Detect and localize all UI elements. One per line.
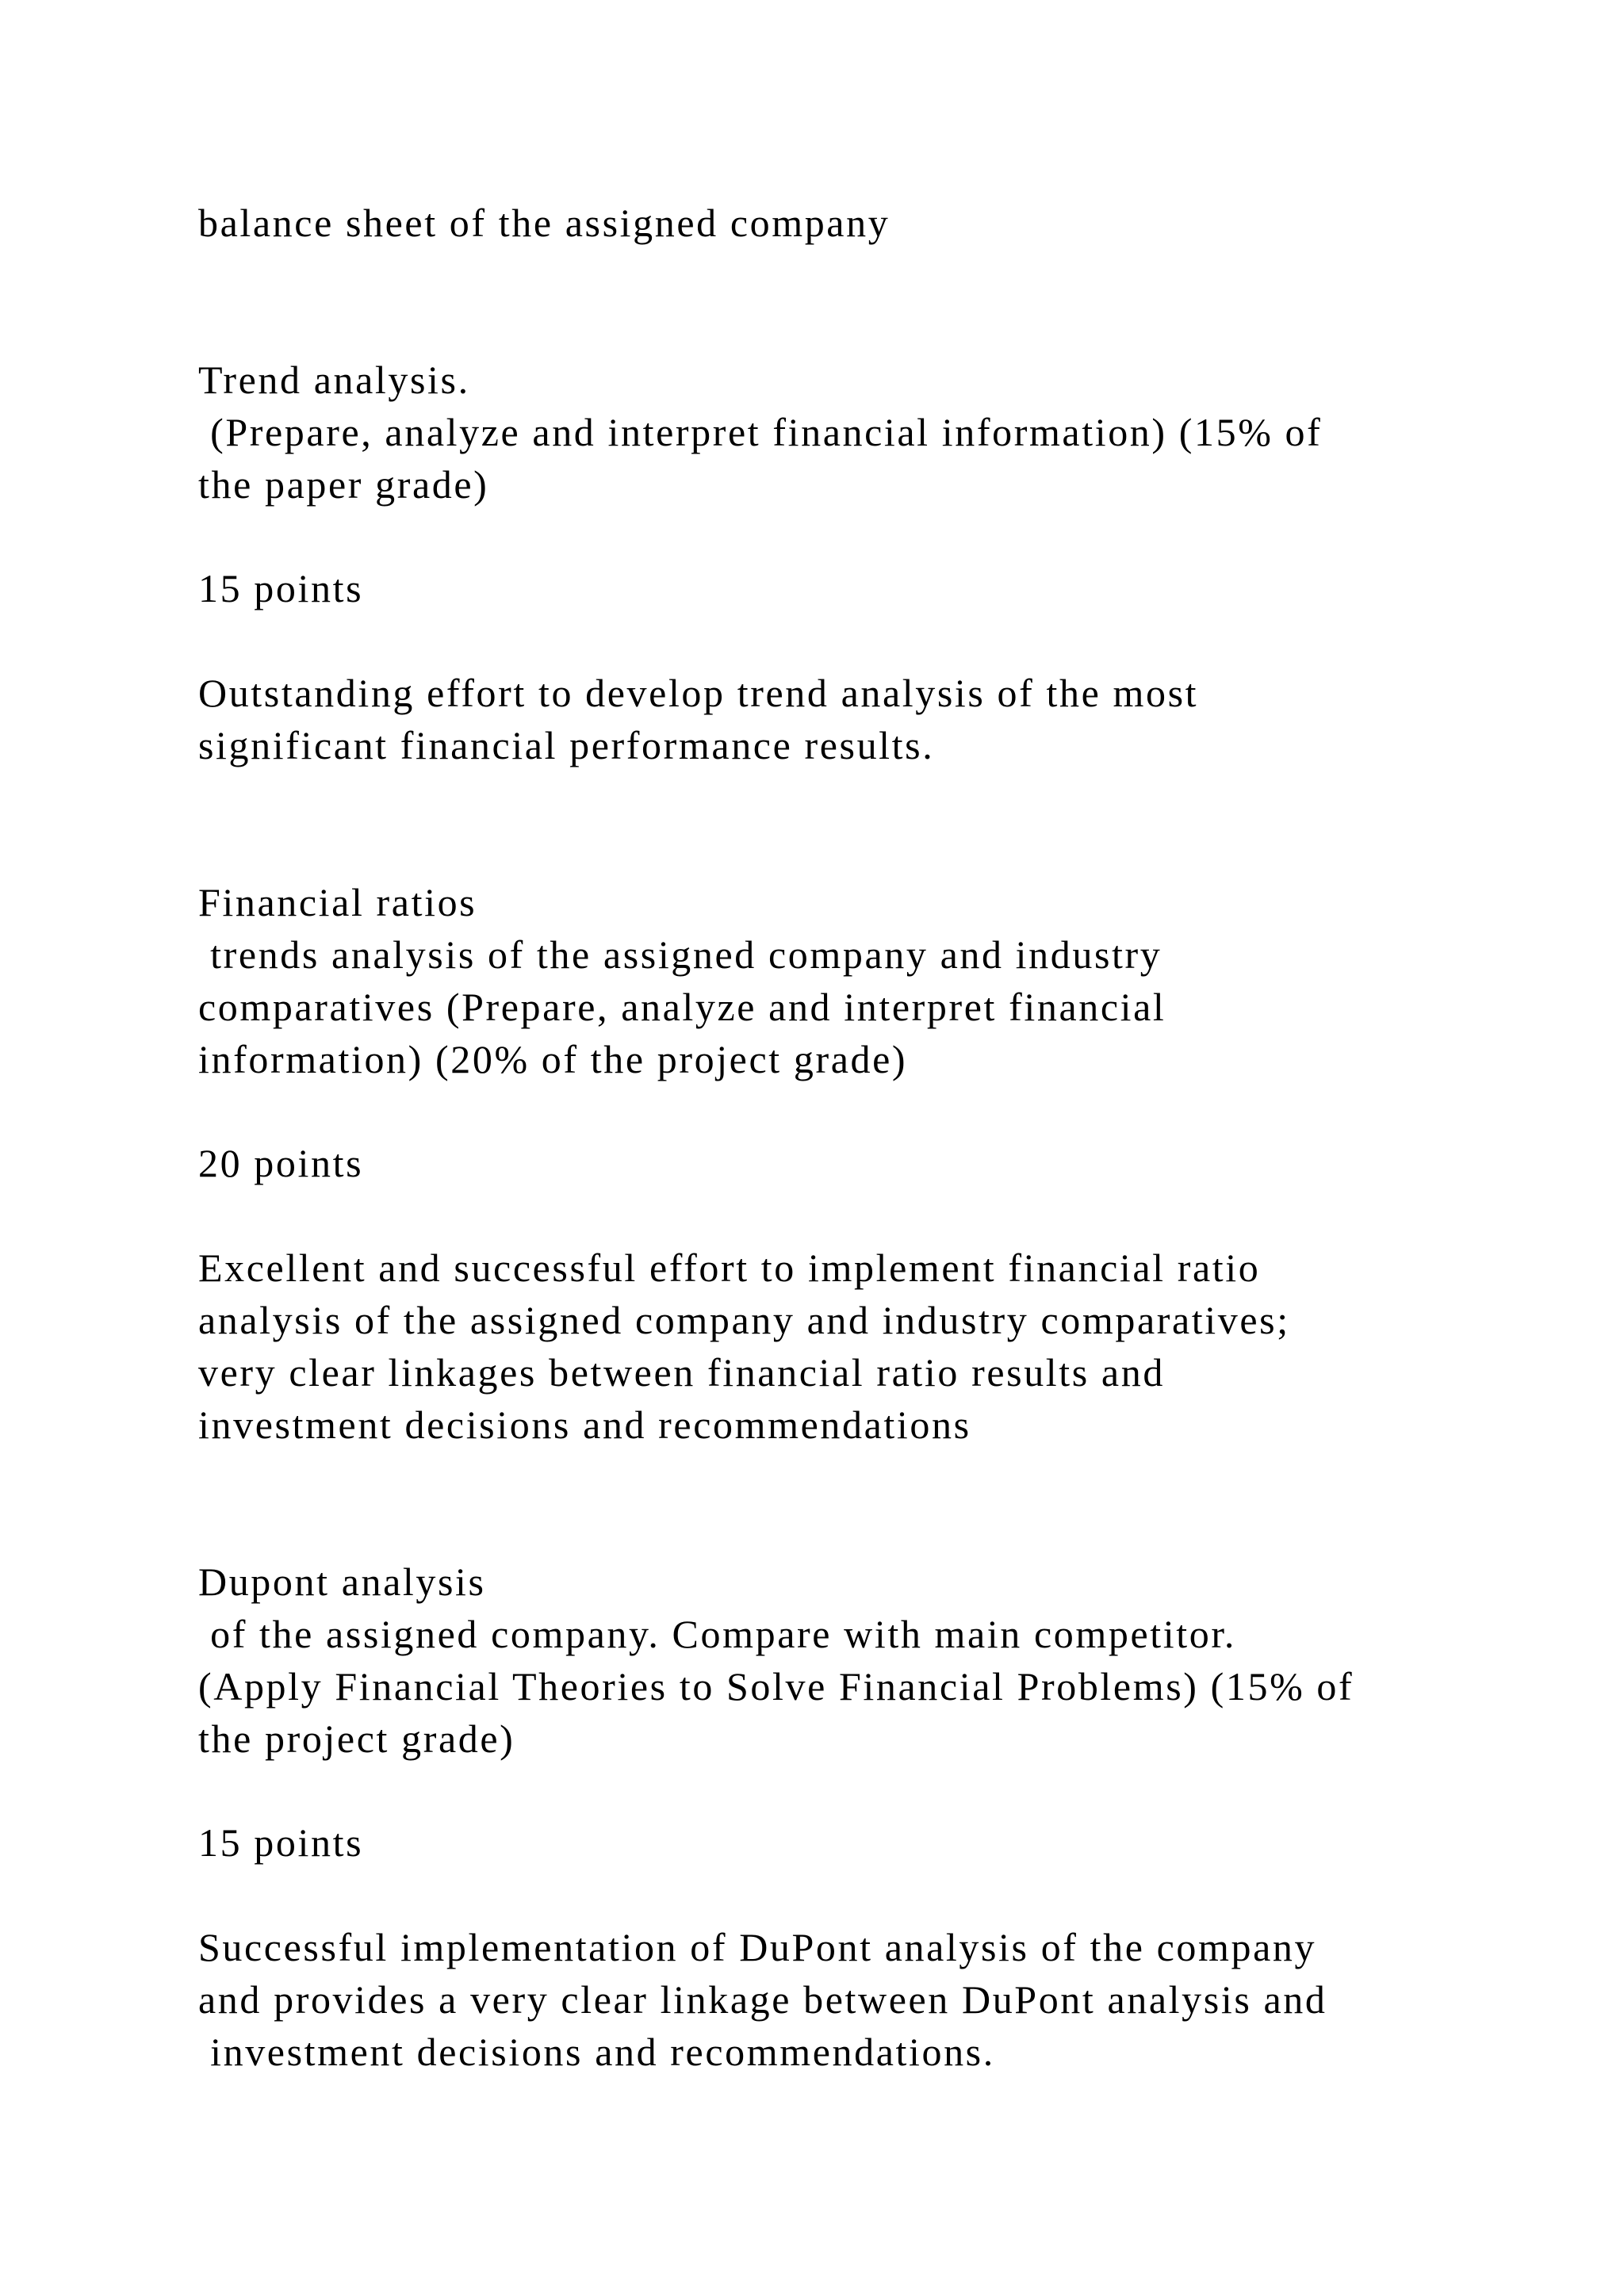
- financial-ratios-description: information) (20% of the project grade): [198, 1037, 908, 1081]
- financial-ratios-criteria: investment decisions and recommendations: [198, 1402, 971, 1447]
- dupont-analysis-points: 15 points: [198, 1820, 364, 1865]
- financial-ratios-points: 20 points: [198, 1141, 364, 1185]
- dupont-analysis-criteria: Successful implementation of DuPont analysis of the company: [198, 1925, 1317, 1969]
- dupont-analysis-criteria: and provides a very clear linkage between DuPont analysis and: [198, 1977, 1327, 2022]
- trend-analysis-heading: Trend analysis.: [198, 358, 470, 402]
- trend-analysis-description: the paper grade): [198, 462, 489, 507]
- dupont-analysis-description: (Apply Financial Theories to Solve Financial Problems) (15% of: [198, 1664, 1354, 1709]
- financial-ratios-criteria: Excellent and successful effort to implement financial ratio: [198, 1246, 1261, 1290]
- dupont-analysis-description: of the assigned company. Compare with main competitor.: [198, 1612, 1236, 1656]
- financial-ratios-description: trends analysis of the assigned company and industry: [198, 932, 1162, 977]
- trend-analysis-points: 15 points: [198, 566, 364, 610]
- financial-ratios-criteria: very clear linkages between financial ratio results and: [198, 1350, 1165, 1395]
- trend-analysis-criteria: Outstanding effort to develop trend analysis of the most: [198, 671, 1199, 715]
- dupont-analysis-heading: Dupont analysis: [198, 1559, 486, 1604]
- trend-analysis-description: (Prepare, analyze and interpret financial information) (15% of: [198, 410, 1323, 454]
- dupont-analysis-description: the project grade): [198, 1716, 515, 1761]
- intro-line: balance sheet of the assigned company: [198, 201, 891, 245]
- trend-analysis-criteria: significant financial performance results.: [198, 723, 935, 767]
- financial-ratios-heading: Financial ratios: [198, 880, 477, 924]
- financial-ratios-criteria: analysis of the assigned company and industry comparatives;: [198, 1298, 1290, 1342]
- financial-ratios-description: comparatives (Prepare, analyze and interpret financial: [198, 985, 1166, 1029]
- dupont-analysis-criteria: investment decisions and recommendations.: [198, 2030, 995, 2074]
